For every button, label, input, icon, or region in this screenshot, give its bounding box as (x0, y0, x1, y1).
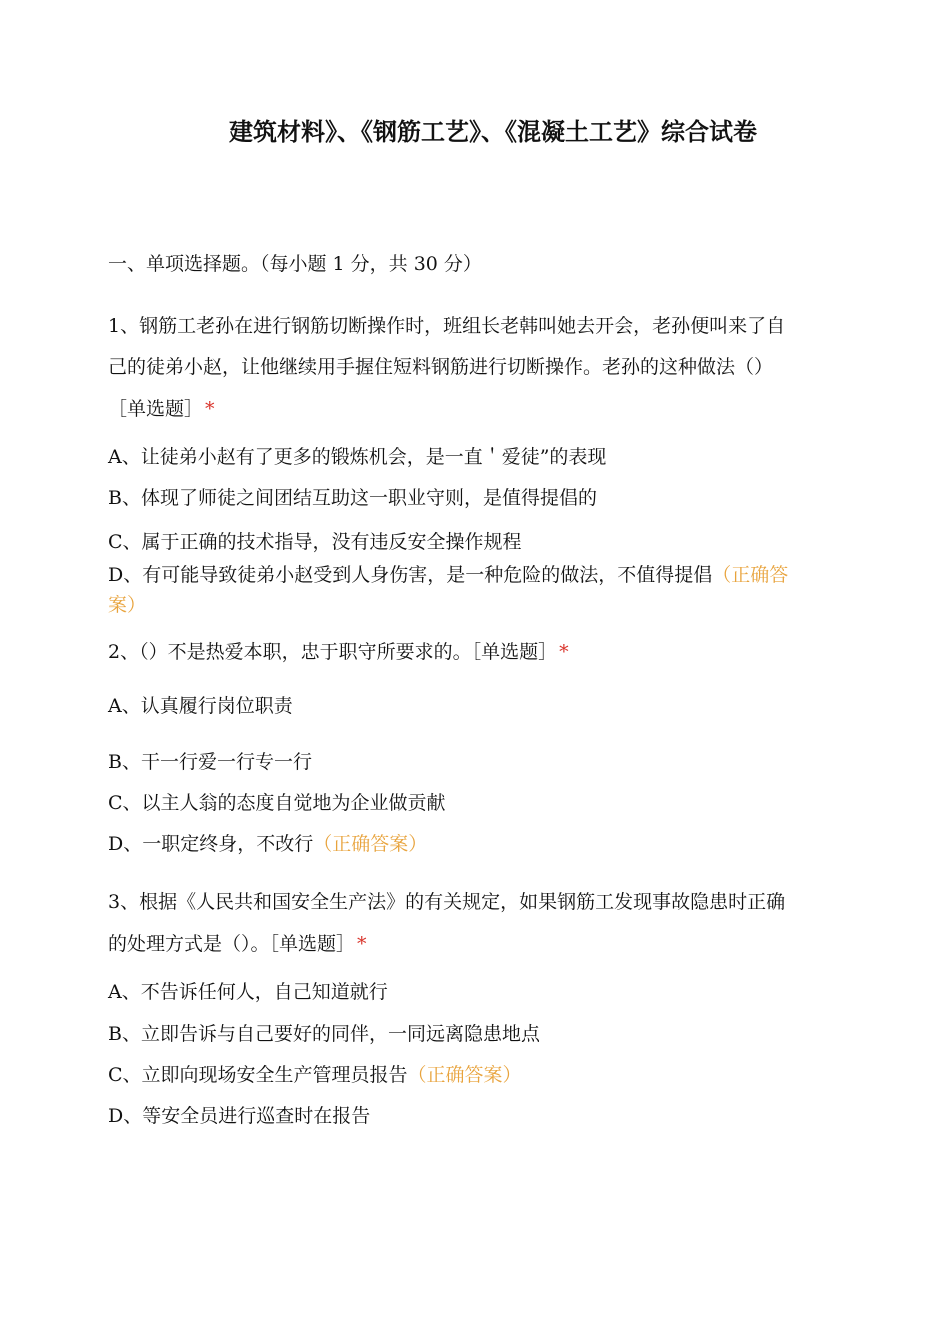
document-title: 建筑材料》、《钢筋工艺》、《混凝土工艺》综合试卷 (229, 118, 757, 146)
question-2-stem (108, 637, 838, 667)
question-1-stem-line-1: 1、钢筋工老孙在进行钢筋切断操作时，班组长老韩叫她去开会，老孙便叫来了自 (108, 315, 786, 337)
question-2-option-a: A、认真履行岗位职责 (108, 695, 293, 717)
question-1-option-c: C、属于正确的技术指导，没有违反安全操作规程 (108, 531, 522, 553)
option-text: D、有可能导致徒弟小赵受到人身伤害，是一种危险的做法，不值得提倡 (108, 564, 713, 586)
question-1-option-b: B、体现了师徒之间团结互助这一职业守则，是值得提倡的 (108, 487, 597, 509)
question-1-option-d-line-1 (108, 560, 838, 590)
question-2-option-d (108, 829, 838, 859)
question-1-option-d-line-2 (108, 590, 838, 620)
question-type-label: ［单选题］ (108, 398, 204, 420)
correct-answer-tag: （正确答 (712, 564, 789, 586)
question-1-stem-line-2: 己的徒弟小赵，让他继续用手握住短料钢筋进行切断操作。老孙的这种做法（） (108, 356, 774, 378)
question-3-stem-line-2 (108, 929, 838, 959)
required-asterisk: * (357, 933, 367, 955)
correct-answer-tag: （正确答案） (313, 833, 428, 855)
question-text: 的处理方式是（）。［单选题］ (108, 933, 356, 955)
question-3-option-d: D、等安全员进行巡查时在报告 (108, 1105, 371, 1127)
question-2-option-c: C、以主人翁的态度自觉地为企业做贡献 (108, 792, 446, 814)
option-text: C、立即向现场安全生产管理员报告 (108, 1064, 408, 1086)
option-text: D、一职定终身，不改行 (108, 833, 314, 855)
question-2-option-b: B、干一行爱一行专一行 (108, 751, 312, 773)
required-asterisk: * (559, 641, 569, 663)
question-3-option-c (108, 1060, 838, 1090)
question-3-stem-line-1: 3、根据《人民共和国安全生产法》的有关规定，如果钢筋工发现事故隐患时正确 (108, 891, 786, 913)
question-1-type (108, 394, 838, 424)
correct-answer-tag: 案） (108, 594, 147, 616)
question-3-option-a: A、不告诉任何人，自己知道就行 (108, 981, 388, 1003)
question-3-option-b: B、立即告诉与自己要好的同伴，一同远离隐患地点 (108, 1023, 540, 1045)
required-asterisk: * (205, 398, 215, 420)
section-heading: 一、单项选择题。（每小题 1 分，共 30 分） (108, 253, 482, 275)
correct-answer-tag: （正确答案） (407, 1064, 522, 1086)
question-1-option-a: A、让徒弟小赵有了更多的锻炼机会，是一直＇爱徒”的表现 (108, 446, 607, 468)
question-text: 2、（）不是热爱本职，忠于职守所要求的。［单选题］ (108, 641, 558, 663)
